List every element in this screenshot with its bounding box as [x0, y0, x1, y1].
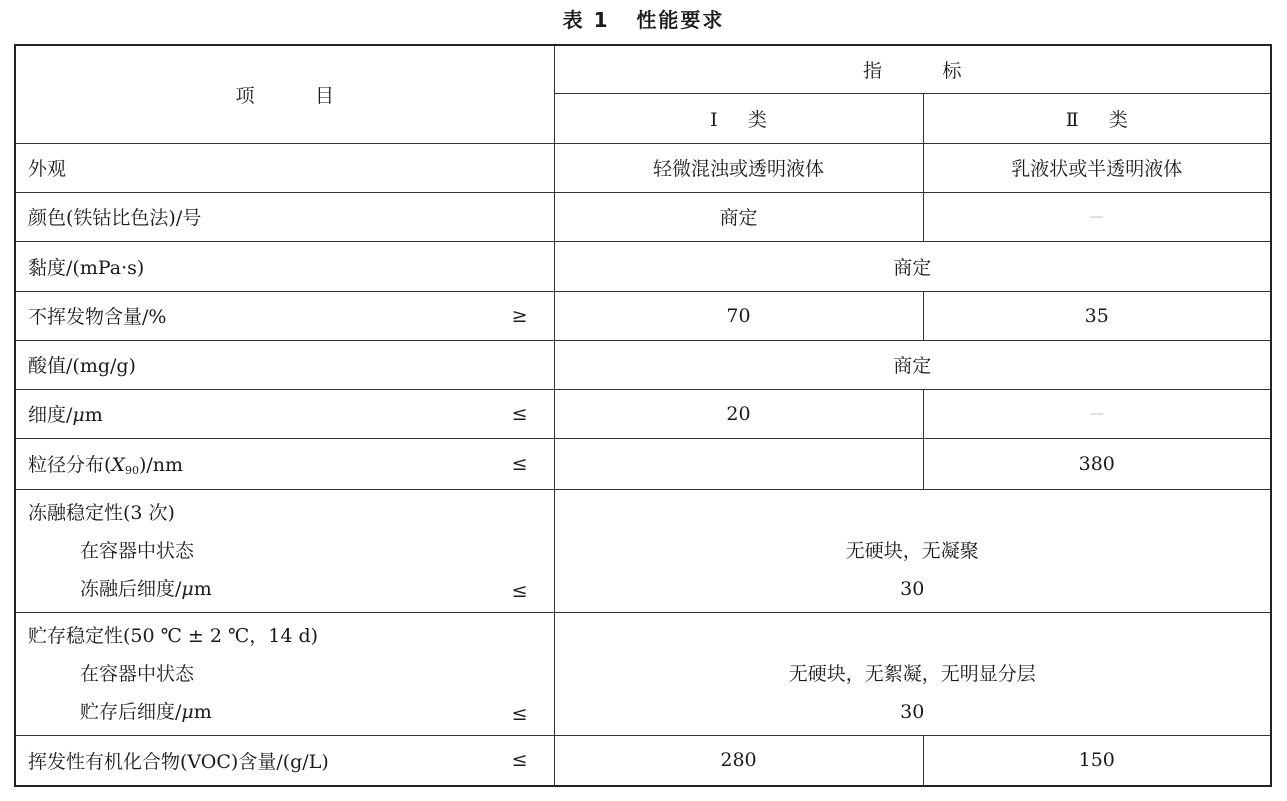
nonvolatile-class-one: 70: [554, 291, 923, 340]
freeze-thaw-sub2-unit: m: [193, 577, 212, 600]
header-item: 项 目: [15, 45, 554, 143]
label-fineness-cell: [15, 389, 554, 438]
particle-label-suffix: )/nm: [138, 454, 184, 476]
header-class-one: Ⅰ 类: [554, 93, 923, 143]
voc-class-two: 150: [923, 735, 1271, 786]
voc-class-one: 280: [554, 735, 923, 786]
table-caption: 表 1 性能要求: [562, 8, 725, 32]
storage-value2: 30: [900, 700, 925, 723]
less-equal-symbol: ≤: [511, 749, 528, 772]
fineness-label-unit: m: [84, 404, 103, 426]
freeze-thaw-title: 冻融稳定性(3 次): [28, 501, 175, 524]
label-acid-value: 酸值/(mg/g): [15, 340, 554, 389]
freeze-thaw-sub2: [28, 570, 526, 608]
label-nonvolatile: 不挥发物含量/%: [28, 306, 167, 328]
color-class-two: —: [923, 192, 1271, 241]
storage-sub2: [28, 693, 526, 731]
header-indicator: 指 标: [554, 45, 1271, 93]
appearance-class-one: 轻微混浊或透明液体: [554, 143, 923, 192]
fineness-label-prefix: 细度/: [28, 404, 73, 426]
acid-value-value: 商定: [554, 340, 1271, 389]
particle-size-class-one: [554, 438, 923, 489]
freeze-thaw-value1: 无硬块，无凝聚: [845, 539, 979, 562]
color-class-one: 商定: [554, 192, 923, 241]
freeze-thaw-sub2-prefix: 冻融后细度/: [80, 577, 182, 600]
storage-sub2-mu: μ: [181, 700, 194, 723]
row-particle-size: [15, 438, 1271, 489]
label-freeze-thaw-cell: [15, 489, 554, 612]
storage-sub2-unit: m: [193, 700, 212, 723]
storage-title: 贮存稳定性(50 ℃ ± 2 ℃，14 d): [28, 624, 319, 647]
less-equal-symbol: ≤: [511, 452, 528, 475]
performance-requirements-table: [14, 44, 1272, 787]
header-class-two: Ⅱ 类: [923, 93, 1271, 143]
row-acid-value: [15, 340, 1271, 389]
header-row-indicator: [15, 45, 1271, 93]
appearance-class-two: 乳液状或半透明液体: [923, 143, 1271, 192]
particle-size-class-two: 380: [923, 438, 1271, 489]
row-storage: [15, 612, 1271, 735]
label-voc: 挥发性有机化合物(VOC)含量/(g/L): [28, 750, 329, 773]
label-particle-size-cell: [15, 438, 554, 489]
greater-equal-symbol: ≥: [511, 304, 528, 327]
storage-value1: 无硬块，无絮凝，无明显分层: [788, 662, 1036, 685]
less-equal-symbol: ≤: [511, 579, 528, 602]
row-fineness: [15, 389, 1271, 438]
row-freeze-thaw: [15, 489, 1271, 612]
storage-sub2-prefix: 贮存后细度/: [80, 700, 182, 723]
particle-label-sub: 90: [124, 464, 139, 477]
row-color: [15, 192, 1271, 241]
label-storage-cell: [15, 612, 554, 735]
particle-label-x: X: [111, 454, 125, 476]
label-appearance: 外观: [15, 143, 554, 192]
less-equal-symbol: ≤: [511, 402, 528, 425]
label-viscosity: 黏度/(mPa·s): [15, 241, 554, 291]
label-particle-size: [28, 454, 183, 476]
freeze-thaw-sub2-mu: μ: [181, 577, 194, 600]
row-voc: [15, 735, 1271, 786]
label-color: 颜色(铁钴比色法)/号: [15, 192, 554, 241]
viscosity-value: 商定: [554, 241, 1271, 291]
label-voc-cell: [15, 735, 554, 786]
particle-label-prefix: 粒径分布(: [28, 454, 112, 476]
row-viscosity: [15, 241, 1271, 291]
fineness-class-one: 20: [554, 389, 923, 438]
label-fineness: [28, 404, 103, 426]
fineness-label-mu: μ: [72, 404, 85, 426]
storage-sub1: 在容器中状态: [80, 662, 195, 685]
fineness-class-two: —: [923, 389, 1271, 438]
nonvolatile-class-two: 35: [923, 291, 1271, 340]
row-appearance: [15, 143, 1271, 192]
less-equal-symbol: ≤: [511, 702, 528, 725]
freeze-thaw-sub1: 在容器中状态: [80, 539, 195, 562]
storage-values: [554, 612, 1271, 735]
row-nonvolatile: [15, 291, 1271, 340]
label-nonvolatile-cell: [15, 291, 554, 340]
freeze-thaw-value2: 30: [900, 577, 925, 600]
freeze-thaw-values: [554, 489, 1271, 612]
